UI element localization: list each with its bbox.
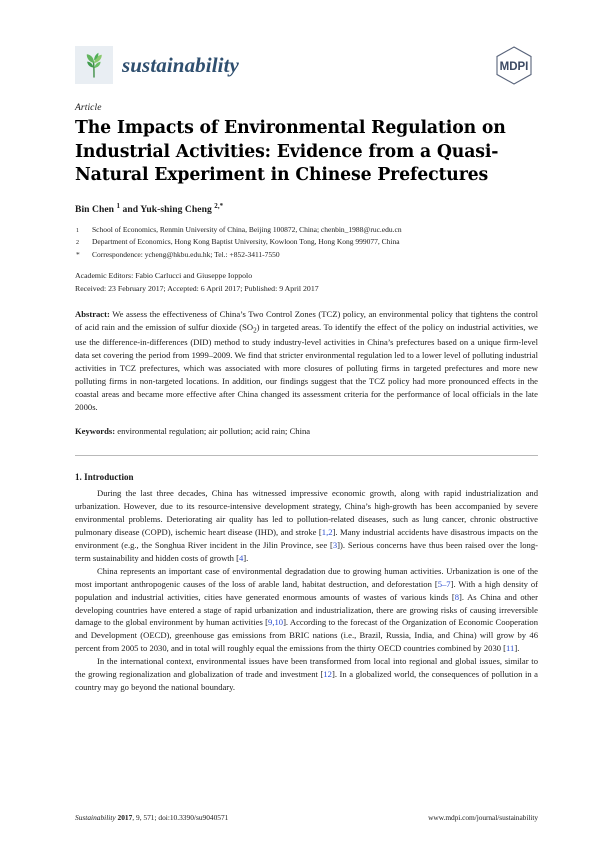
footer-volume-doi: , 9, 571; doi:10.3390/su9040571: [132, 813, 229, 822]
section-body-introduction: [75, 487, 538, 694]
article-type-label: Article: [75, 103, 102, 113]
page-title: The Impacts of Environmental Regulation on Industrial Activities: Evidence from a Quasi-Natural Experiment in Chinese Prefectures: [75, 118, 506, 186]
mdpi-logo[interactable]: [490, 43, 538, 87]
affiliation-item: [75, 249, 538, 261]
section-heading-introduction: 1. Introduction: [75, 472, 134, 483]
footer-url[interactable]: www.mdpi.com/journal/sustainability: [428, 813, 538, 822]
publication-meta: [75, 270, 538, 296]
keywords-text: environmental regulation; air pollution; acid rain; China: [117, 426, 311, 437]
academic-editors: Academic Editors: Fabio Carlucci and Giuseppe Ioppolo: [75, 271, 253, 281]
keywords-block: [75, 425, 538, 438]
publication-dates: Received: 23 February 2017; Accepted: 6 April 2017; Published: 9 April 2017: [75, 284, 319, 294]
hexagon-outline-icon: [491, 44, 537, 86]
citation-link[interactable]: 1,2: [321, 527, 333, 538]
affiliation-text: Department of Economics, Hong Kong Baptist University, Kowloon Tong, Hong Kong 999077, China: [92, 237, 400, 247]
journal-title: sustainability: [122, 52, 239, 77]
citation-link[interactable]: 8: [454, 591, 459, 602]
abstract-text: We assess the effectiveness of China’s Two Control Zones (TCZ) policy, an environmental policy that tightens the control of acid rain and the emission of sulfur dioxide $(SO_2)$ in targeted areas. To identify the effect of the policy on industrial activities, we use the difference-in-differences (DID) method to study industry-level activities in China’s prefectures based on a unique firm-level data set covering the period from 1999–2009. We find that stricter environmental regulation led to a lower level of polluting industrial activities in TCZ prefectures, which was associated with more closures of polluting firms in targeted prefectures and more new polluting firms in non-targeted locations. In addition, our findings suggest that the TCZ policy had more pronounced effects in the coastal areas and became more effective after China changed its assessment criteria for the performance of local officials in the late 2000s.: [75, 309, 539, 412]
page-footer: [75, 813, 538, 822]
abstract-block: [75, 308, 538, 413]
keywords-label: Keywords:: [75, 426, 116, 437]
affiliation-item: [75, 224, 538, 237]
citation-link[interactable]: 3: [332, 539, 338, 550]
footer-journal-name: Sustainability: [75, 813, 116, 822]
affiliation-marker: 2: [76, 240, 79, 247]
plant-sprout-icon: [79, 50, 109, 80]
journal-brand[interactable]: [75, 46, 239, 84]
mdpi-wordmark: MDPI: [499, 61, 529, 73]
paragraph: During the last three decades, China has witnessed impressive economic growth, along with rapid industrialization and urbanization. However, due to its resource-intensive development strategy, China’s high-growth has been accompanied by severe environmental problems. Deteriorating air quality has led to pollution-related diseases, such as lung cancer, chronic obstructive pulmonary disease (COPD), ischemic heart disease (IHD), and stroke [1,2]. Many industrial accidents have disastrous impacts on the environment (e.g., the Songhua River incident in the Jilin Province, see [3]). Serious concerns have thus been raised over the long-term sustainability and hidden costs of growth [4].: [75, 488, 538, 563]
journal-logo-badge: [75, 46, 113, 84]
citation-link[interactable]: 9,10: [268, 617, 284, 628]
affiliation-text: School of Economics, Renmin University of China, Beijing 100872, China; chenbin_1988@ruc.edu.cn: [92, 224, 402, 234]
affiliation-marker: 1: [76, 227, 79, 234]
masthead: [75, 42, 538, 88]
citation-link[interactable]: 11: [506, 643, 515, 654]
affiliation-list: [75, 224, 538, 262]
footer-year: 2017: [117, 813, 133, 822]
section-divider: [75, 455, 538, 456]
footer-citation: [75, 813, 228, 822]
citation-link[interactable]: 5–7: [437, 578, 451, 589]
citation-link[interactable]: 12: [323, 669, 332, 680]
correspondence-marker: *: [76, 250, 80, 260]
abstract-label: Abstract:: [75, 309, 110, 320]
correspondence-text: Correspondence: ycheng@hkbu.edu.hk; Tel.: +852-3411-7550: [92, 250, 280, 260]
paragraph: In the international context, environmental issues have been transformed from local into regional and global issues, similar to the growing regionalization and globalization of trade and investment [12]. In a globalized world, the consequences of pollution in a country may go beyond the national boundary.: [75, 656, 539, 693]
author-list: [75, 202, 538, 215]
citation-link[interactable]: 4: [238, 552, 244, 563]
author-names: Bin Chen $^1$ and Yuk-shing Cheng $^{2,*}$: [75, 201, 224, 215]
affiliation-item: [75, 236, 538, 249]
paragraph: China represents an important case of environmental degradation due to growing human activities. Urbanization is one of the most important anthropogenic causes of the loss of arable land, habitat destruction, and deforestation [5–7]. With a high density of population and industrial activities, cities have generated enormous amounts of wastes of various kinds [8]. As China and other developing countries have entered a stage of rapid urbanization and industrialization, there are growing risks of causing irreversible damage to the global environment by human activities [9,10]. According to the forecast of the Organization of Economic Cooperation and Development (OECD), greenhouse gas emissions from BRIC nations (i.e., Brazil, Russia, India, and China) will grow by 46 percent from 2005 to 2030, and in total will roughly equal the emissions from the thirty OECD countries combined by 2030 [11].: [75, 565, 539, 654]
